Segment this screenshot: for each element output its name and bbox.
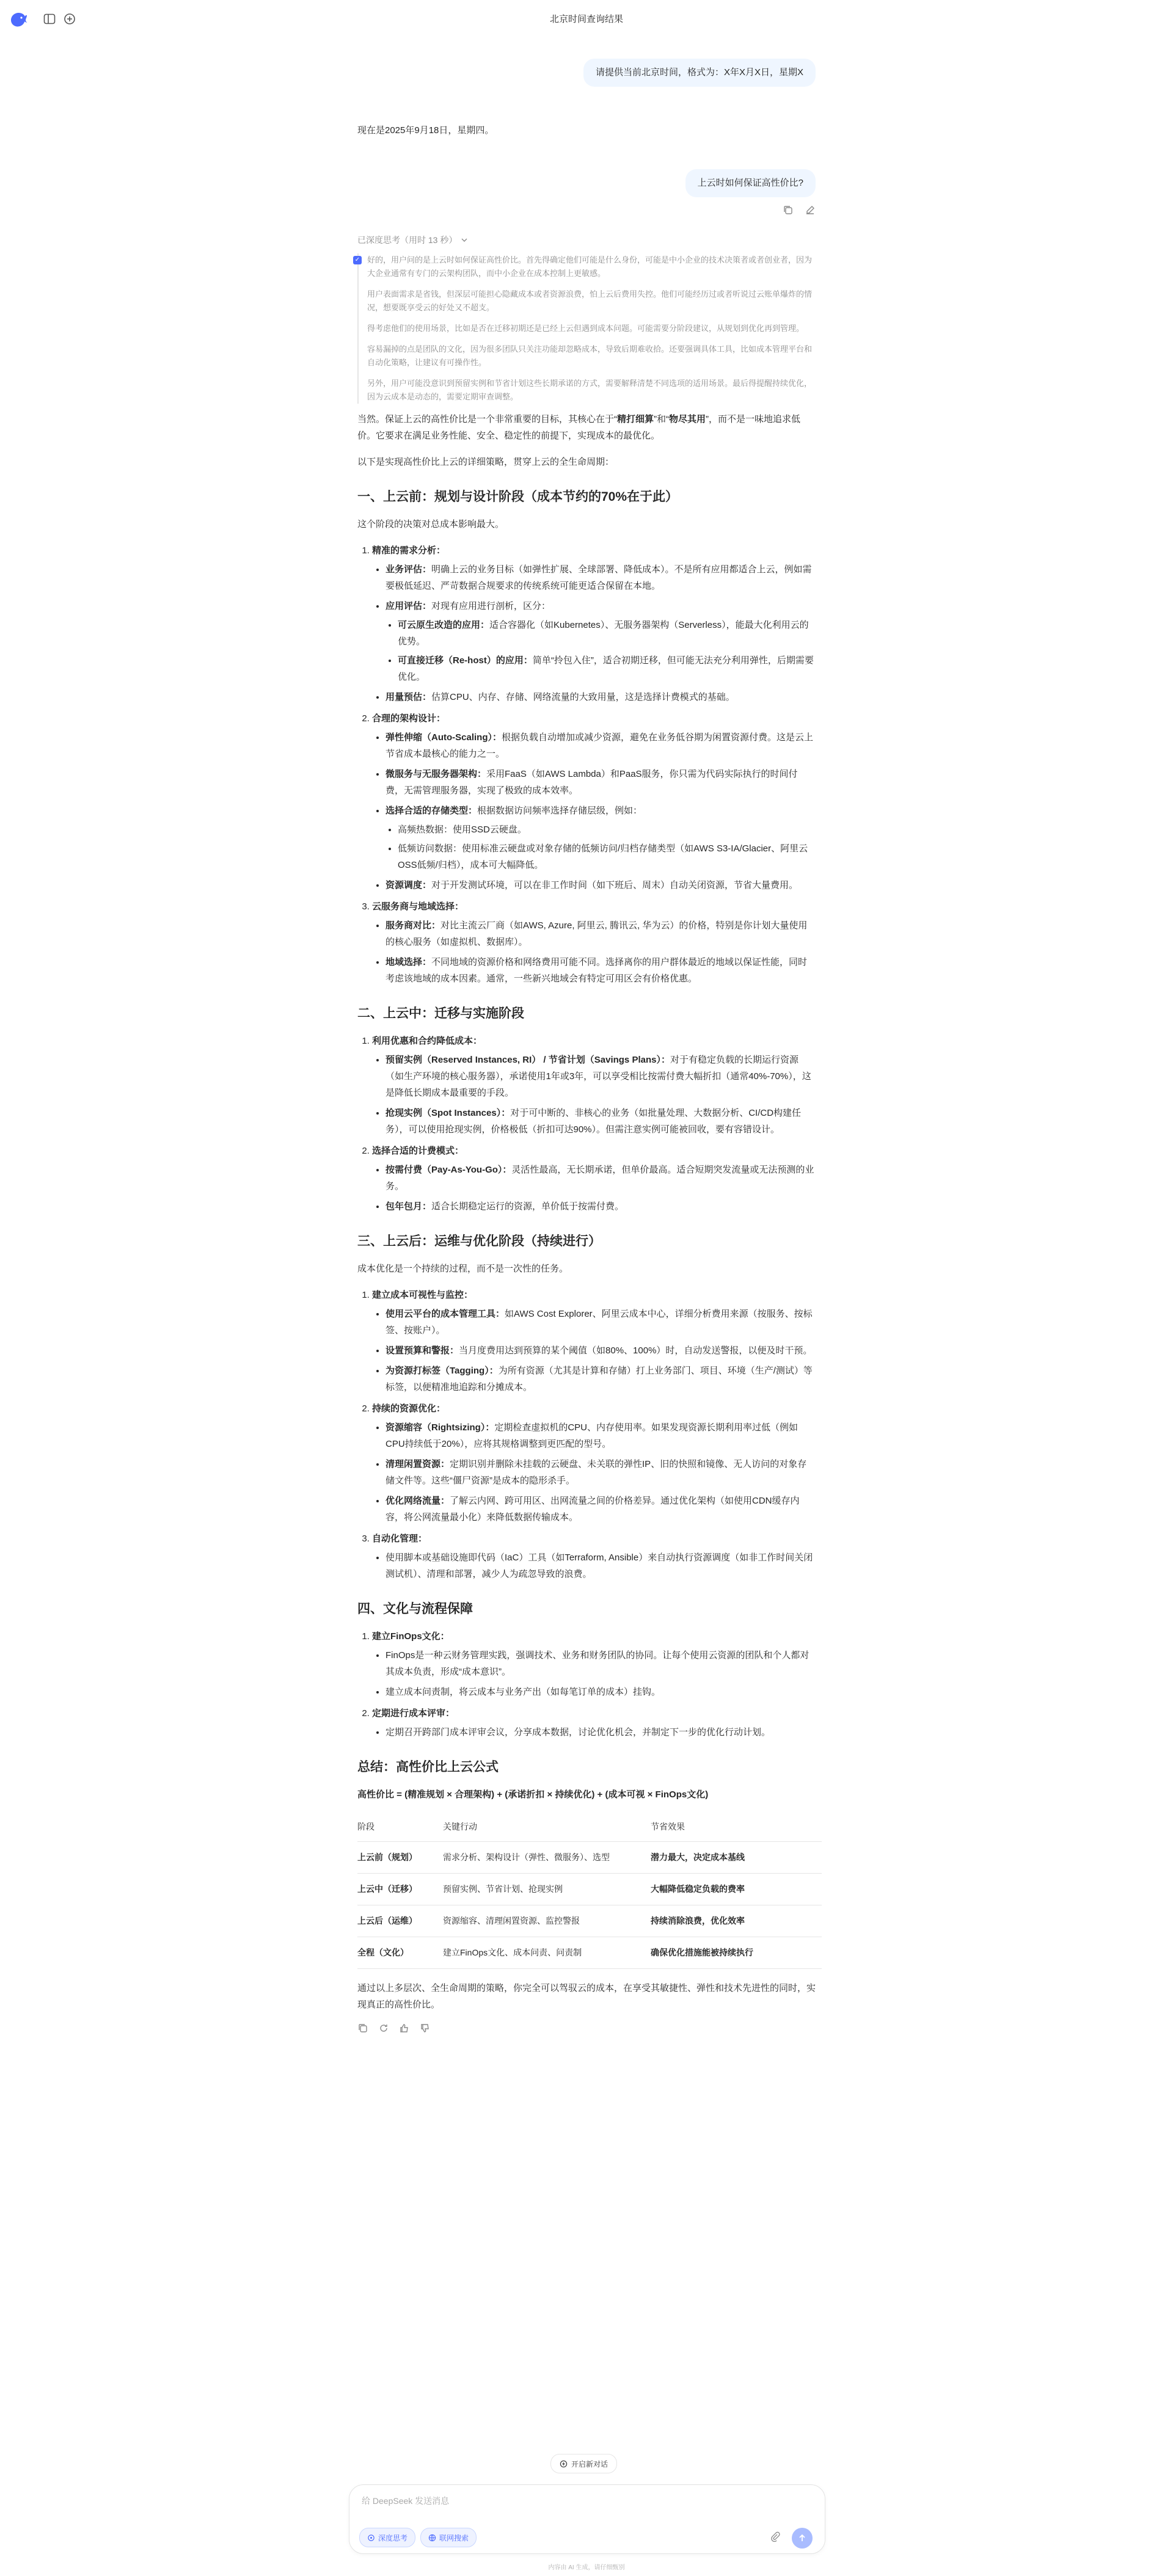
list-item [372,1143,816,1215]
table-cell: 资源缩容、清理闲置资源、监控警报 [443,1905,651,1937]
item-label: 资源调度： [386,880,432,890]
section-list [357,542,816,987]
section-desc: 这个阶段的决策对总成本影响最大。 [357,519,505,529]
item-heading: 选择合适的计费模式： [372,1146,464,1156]
table-cell [651,1905,822,1937]
cell-text: 确保优化措施能被持续执行 [651,1948,753,1957]
globe-icon [428,2534,436,2542]
thinking-paragraph: 另外，用户可能没意识到预留实例和节省计划这些长期承诺的方式，需要解释清楚不同选项的适用场景。最后得提醒持续优化，因为云成本是动态的，需要定期审查调整。 [367,379,813,401]
table-cell: 需求分析、架构设计（弹性、微服务）、选型 [443,1842,651,1874]
list-item: • 建立成本问责制，将云成本与业务产出（如每笔订单的成本）挂钩。 [386,1684,816,1700]
item-label: 弹性伸缩（Auto-Scaling）： [386,732,502,743]
item-heading: 持续的资源优化： [372,1403,446,1414]
cell-text: 上云前（规划） [357,1852,417,1862]
summary-formula [357,1786,816,1803]
section-list [357,1287,816,1582]
list-item [386,1342,816,1359]
item-heading: 自动化管理： [372,1534,428,1544]
list-item: • 定期召开跨部门成本评审会议，分享成本数据，讨论优化机会，并制定下一步的优化行动计划。 [386,1724,816,1741]
list-item [386,917,816,950]
cell-text: 潜力最大，决定成本基线 [651,1852,745,1862]
conversation [354,59,816,2034]
intro-text: 当然。保证上云的高性价比是一个非常重要的目标，其核心在于“ [357,414,617,424]
thumbs-down-icon[interactable] [420,2023,431,2034]
item-label: 设置预算和警报： [386,1345,459,1356]
message-composer[interactable] [349,2484,825,2554]
item-label: 可直接迁移（Re-host）的应用： [398,655,533,666]
item-label: 预留实例（Reserved Instances, RI） / 节省计划（Savings Plans）： [386,1055,670,1065]
list-item [386,766,816,799]
list-item [386,954,816,987]
item-text: 采用FaaS（如AWS Lambda）和PaaS服务，你只需为代码实际执行的时间付费，无需管理服务器，实现了极致的成本效率。 [386,769,798,796]
item-text: 了解云内网、跨可用区、出网流量之间的价格差异。通过优化架构（如使用CDN缓存内容，将公网流量最小化）来降低数据传输成本。 [386,1496,800,1523]
edit-icon[interactable] [805,205,816,216]
section-heading: 总结：高性价比上云公式 [357,1760,499,1774]
table-cell [651,1937,822,1969]
item-text: 为所有资源（尤其是计算和存储）打上业务部门、项目、环境（生产/测试）等标签，以便精准地追踪和分摊成本。 [386,1366,813,1392]
list-item [386,1105,816,1138]
thinking-paragraph: 好的，用户问的是上云时如何保证高性价比。首先得确定他们可能是什么身份，可能是中小企业的技术决策者或者创业者，因为大企业通常有专门的云架构团队，而中小企业在成本控制上更敏感。 [367,255,813,278]
copy-icon[interactable] [783,205,794,216]
list-item [372,710,816,893]
item-text: 对于可中断的、非核心的业务（如批量处理、大数据分析、CI/CD构建任务），可以使用抢现实例，价格极低（折扣可达90%）。但需注意实例可能被回收，要有容错设计。 [386,1108,802,1135]
item-text: 对于开发测试环境，可以在非工作时间（如下班后、周末）自动关闭资源，节省大量费用。 [431,880,798,890]
cell-text: 上云后（运维） [357,1916,417,1926]
table-row [357,1874,822,1905]
new-chat-icon [560,2460,568,2468]
item-text: 不同地域的资源价格和网络费用可能不同。选择离你的用户群体最近的地域以保证性能，同时考虑该地域的成本因素。通常，一些新兴地域会有特定可用区会有价格优惠。 [386,957,808,984]
summary-table [357,1813,822,1969]
answer-intro [357,411,816,444]
formula-text: 高性价比 = (精准规划 × 合理架构) + (承诺折扣 × 持续优化) + (成本可视 × FinOps文化) [357,1789,709,1800]
item-label: 服务商对比： [386,920,441,931]
list-item [372,898,816,987]
list-item [372,542,816,705]
list-item [386,561,816,594]
item-text: 定期检查虚拟机的CPU、内存使用率。如果发现资源长期利用率过低（例如CPU持续低于20%），应将其规格调整到更匹配的型号。 [386,1422,798,1449]
thinking-paragraph: 得考虑他们的使用场景，比如是否在迁移初期还是已经上云但遇到成本问题。可能需要分阶段建议，从规划到优化再到管理。 [367,324,805,333]
item-heading: 合理的架构设计： [372,713,446,724]
item-text: 根据数据访问频率选择存储层级，例如： [477,806,643,816]
list-item [386,729,816,762]
deep-think-icon [367,2534,375,2542]
table-row [357,1905,822,1937]
arrow-up-icon [798,2534,806,2542]
item-text: 灵活性最高，无长期承诺，但单价最高。适合短期突发流量或无法预测的业务。 [386,1165,814,1192]
deep-think-toggle[interactable] [359,2528,415,2547]
cell-text: 大幅降低稳定负载的费率 [651,1884,745,1894]
user-message-row [357,169,816,197]
user-message-row [357,59,816,87]
new-chat-button[interactable] [550,2454,617,2473]
list-item [386,1306,816,1339]
cell-text: 全程（文化） [357,1948,409,1957]
item-label: 包年包月： [386,1201,432,1212]
item-label: 清理闲置资源： [386,1459,450,1469]
chat-title: 北京时间查询结果 [549,14,623,24]
section-heading: 二、上云中：迁移与实施阶段 [357,1006,524,1021]
list-item [386,1052,816,1101]
item-text: 适合长期稳定运行的资源，单价低于按需付费。 [431,1201,624,1212]
item-label: 按需付费（Pay-As-You-Go）： [386,1165,512,1175]
thinking-paragraph: 容易漏掉的点是团队的文化，因为很多团队只关注功能却忽略成本，导致后期难收拾。还要强调具体工具，比如成本管理平台和自动化策略，让建议有可操作性。 [367,344,813,367]
item-text: 对于有稳定负载的长期运行资源（如生产环境的核心服务器），承诺使用1年或3年，可以享受相比按需付费大幅折扣（通常40%-70%），这是降低长期成本最重要的手段。 [386,1055,811,1098]
table-cell [357,1937,443,1969]
item-label: 优化网络流量： [386,1496,450,1506]
table-cell [651,1874,822,1905]
item-label: 为资源打标签（Tagging）： [386,1366,499,1376]
item-label: 使用云平台的成本管理工具： [386,1309,505,1319]
copy-icon[interactable] [357,2023,368,2034]
section-list [357,1628,816,1741]
footer-disclaimer: 内容由 AI 生成，请仔细甄别 [548,2564,625,2571]
table-cell [357,1842,443,1874]
list-item [386,1198,816,1215]
cell-text: 持续消除浪费，优化效率 [651,1916,745,1926]
item-text: 当月度费用达到预算的某个阈值（如80%、100%）时，自动发送警报，以便及时干预。 [459,1345,813,1356]
cell-text: 上云中（迁移） [357,1884,417,1894]
section-heading: 四、文化与流程保障 [357,1602,473,1616]
table-row [357,1937,822,1969]
item-heading: 建立成本可视性与监控： [372,1290,473,1300]
table-cell: 建立FinOps文化、成本问责、问责制 [443,1937,651,1969]
item-label: 选择合适的存储类型： [386,806,478,816]
table-cell [651,1842,822,1874]
item-text: 适合容器化（如Kubernetes）、无服务器架构（Serverless），能最大化利用云的优势。 [398,620,809,647]
list-item [386,1162,816,1195]
list-item [386,877,816,893]
thinking-paragraph: 用户表面需求是省钱，但深层可能担心隐藏成本或者资源浪费，怕上云后费用失控。他们可能经历过或者听说过云账单爆炸的情况，想要既享受云的好处又不超支。 [367,289,813,312]
list-item: • 使用脚本或基础设施即代码（IaC）工具（如Terraform, Ansible）来自动执行资源调度（如非工作时间关闭测试机）、清理和部署，减少人为疏忽导致的浪费。 [386,1549,816,1582]
answer-tools [357,2023,816,2034]
item-label: 地域选择： [386,957,432,967]
top-bar [0,0,1173,39]
list-item [386,1493,816,1526]
list-item: • 高频热数据：使用SSD云硬盘。 [398,821,816,838]
item-label: 资源缩容（Rightsizing）： [386,1422,495,1433]
item-text: 明确上云的业务目标（如弹性扩展、全球部署、降低成本）。不是所有应用都适合上云，例如需要极低延迟、严苛数据合规要求的传统系统可能更适合保留在本地。 [386,564,812,591]
table-cell [357,1874,443,1905]
list-item [386,689,816,705]
section-list [357,1033,816,1215]
item-text: 定期识别并删除未挂载的云硬盘、未关联的弹性IP、旧的快照和镜像、无人访问的对象存储文件等。这些“僵尸资源”是成本的隐形杀手。 [386,1459,807,1486]
send-button[interactable] [792,2528,813,2549]
list-item [372,1033,816,1138]
assistant-text: 现在是2025年9月18日，星期四。 [357,125,494,136]
attachment-icon[interactable] [770,2531,781,2542]
section-heading: 一、上云前：规划与设计阶段（成本节约的70%在于此） [357,490,679,504]
list-item [386,598,816,685]
item-text: 估算CPU、内存、存储、网络流量的大致用量，这是选择计费模式的基础。 [431,692,735,702]
thinking-marker-icon: ✓ [353,256,362,264]
table-header: 阶段 [357,1813,443,1842]
intro-emphasis: 精打细算 [617,414,654,424]
thinking-content [354,253,816,404]
item-text: 对比主流云厂商（如AWS, Azure, 阿里云, 腾讯云, 华为云）的价格，特别是你计划大量使用的核心服务（如虚拟机、数据库）。 [386,920,808,947]
item-heading: 云服务商与地域选择： [372,901,464,912]
thinking-toggle[interactable] [357,234,468,246]
user-message: 请提供当前北京时间，格式为：X年X月X日，星期X [583,59,816,87]
table-header: 节省效果 [651,1813,822,1842]
list-item: • 低频访问数据：使用标准云硬盘或对象存储的低频访问/归档存储类型（如AWS S3-IA/Glacier、阿里云OSS低频/归档），成本可大幅降低。 [398,840,816,873]
item-heading: 定期进行成本评审： [372,1708,455,1719]
item-label: 应用评估： [386,601,432,611]
item-text: 根据负载自动增加或减少资源，避免在业务低谷期为闲置资源付费。这是云上节省成本最核心的能力之一。 [386,732,814,759]
new-chat-label: 开启新对话 [571,2459,608,2469]
list-item [372,1400,816,1526]
assistant-answer [357,411,816,2034]
item-heading: 精准的需求分析： [372,545,446,556]
assistant-message [357,122,816,139]
section-desc: 成本优化是一个持续的过程，而不是一次性的任务。 [357,1264,569,1274]
item-heading: 建立FinOps文化： [372,1631,450,1642]
table-header-row [357,1813,822,1842]
list-item [398,652,816,685]
thinking-label: 已深度思考（用时 13 秒） [357,235,458,245]
list-item [372,1287,816,1395]
intro-text: ”和“ [654,414,670,424]
chevron-down-icon [461,236,468,244]
intro-emphasis: 物尽其用 [669,414,706,424]
list-item [386,1456,816,1489]
item-label: 业务评估： [386,564,432,575]
list-item [372,1705,816,1741]
message-input[interactable]: 给 DeepSeek 发送消息 [362,2496,450,2506]
item-text: 如AWS Cost Explorer、阿里云成本中心，详细分析费用来源（按服务、按标签、按账户）。 [386,1309,813,1336]
item-label: 用量预估： [386,692,432,702]
list-item [386,1363,816,1395]
item-label: 抢现实例（Spot Instances）： [386,1108,511,1118]
web-search-label: 联网搜索 [439,2533,469,2542]
list-item [372,1628,816,1700]
closing-text: 通过以上多层次、全生命周期的策略，你完全可以驾驭云的成本，在享受其敏捷性、弹性和技术先进性的同时，实现真正的高性价比。 [357,1983,816,2010]
item-text: 对现有应用进行剖析，区分： [431,601,551,611]
list-item [398,617,816,650]
table-cell [357,1905,443,1937]
list-item [372,1530,816,1582]
intro-text: ”，而不是一味地追求低价。它要求在满足业务性能、安全、稳定性的前提下，实现成本的最优化。 [357,414,801,441]
regenerate-icon[interactable] [378,2023,389,2034]
item-label: 可云原生改造的应用： [398,620,490,630]
answer-lead: 以下是实现高性价比上云的详细策略，贯穿上云的全生命周期： [357,457,615,467]
table-header: 关键行动 [443,1813,651,1842]
item-heading: 利用优惠和合约降低成本： [372,1036,483,1046]
list-item [386,802,816,873]
table-row [357,1842,822,1874]
deep-think-label: 深度思考 [378,2533,408,2542]
thumbs-up-icon[interactable] [399,2023,410,2034]
web-search-toggle[interactable] [420,2528,477,2547]
user-message: 上云时如何保证高性价比? [685,169,816,197]
user-message-tools [357,205,816,216]
list-item: • FinOps是一种云财务管理实践，强调技术、业务和财务团队的协同。让每个使用云资源的团队和个人都对其成本负责，形成“成本意识”。 [386,1647,816,1680]
list-item [386,1419,816,1452]
item-text: 简单“拎包入住”，适合初期迁移，但可能无法充分利用弹性，后期需要优化。 [398,655,814,682]
item-label: 微服务与无服务器架构： [386,769,487,779]
table-cell: 预留实例、节省计划、抢现实例 [443,1874,651,1905]
section-heading: 三、上云后：运维与优化阶段（持续进行） [357,1234,601,1248]
